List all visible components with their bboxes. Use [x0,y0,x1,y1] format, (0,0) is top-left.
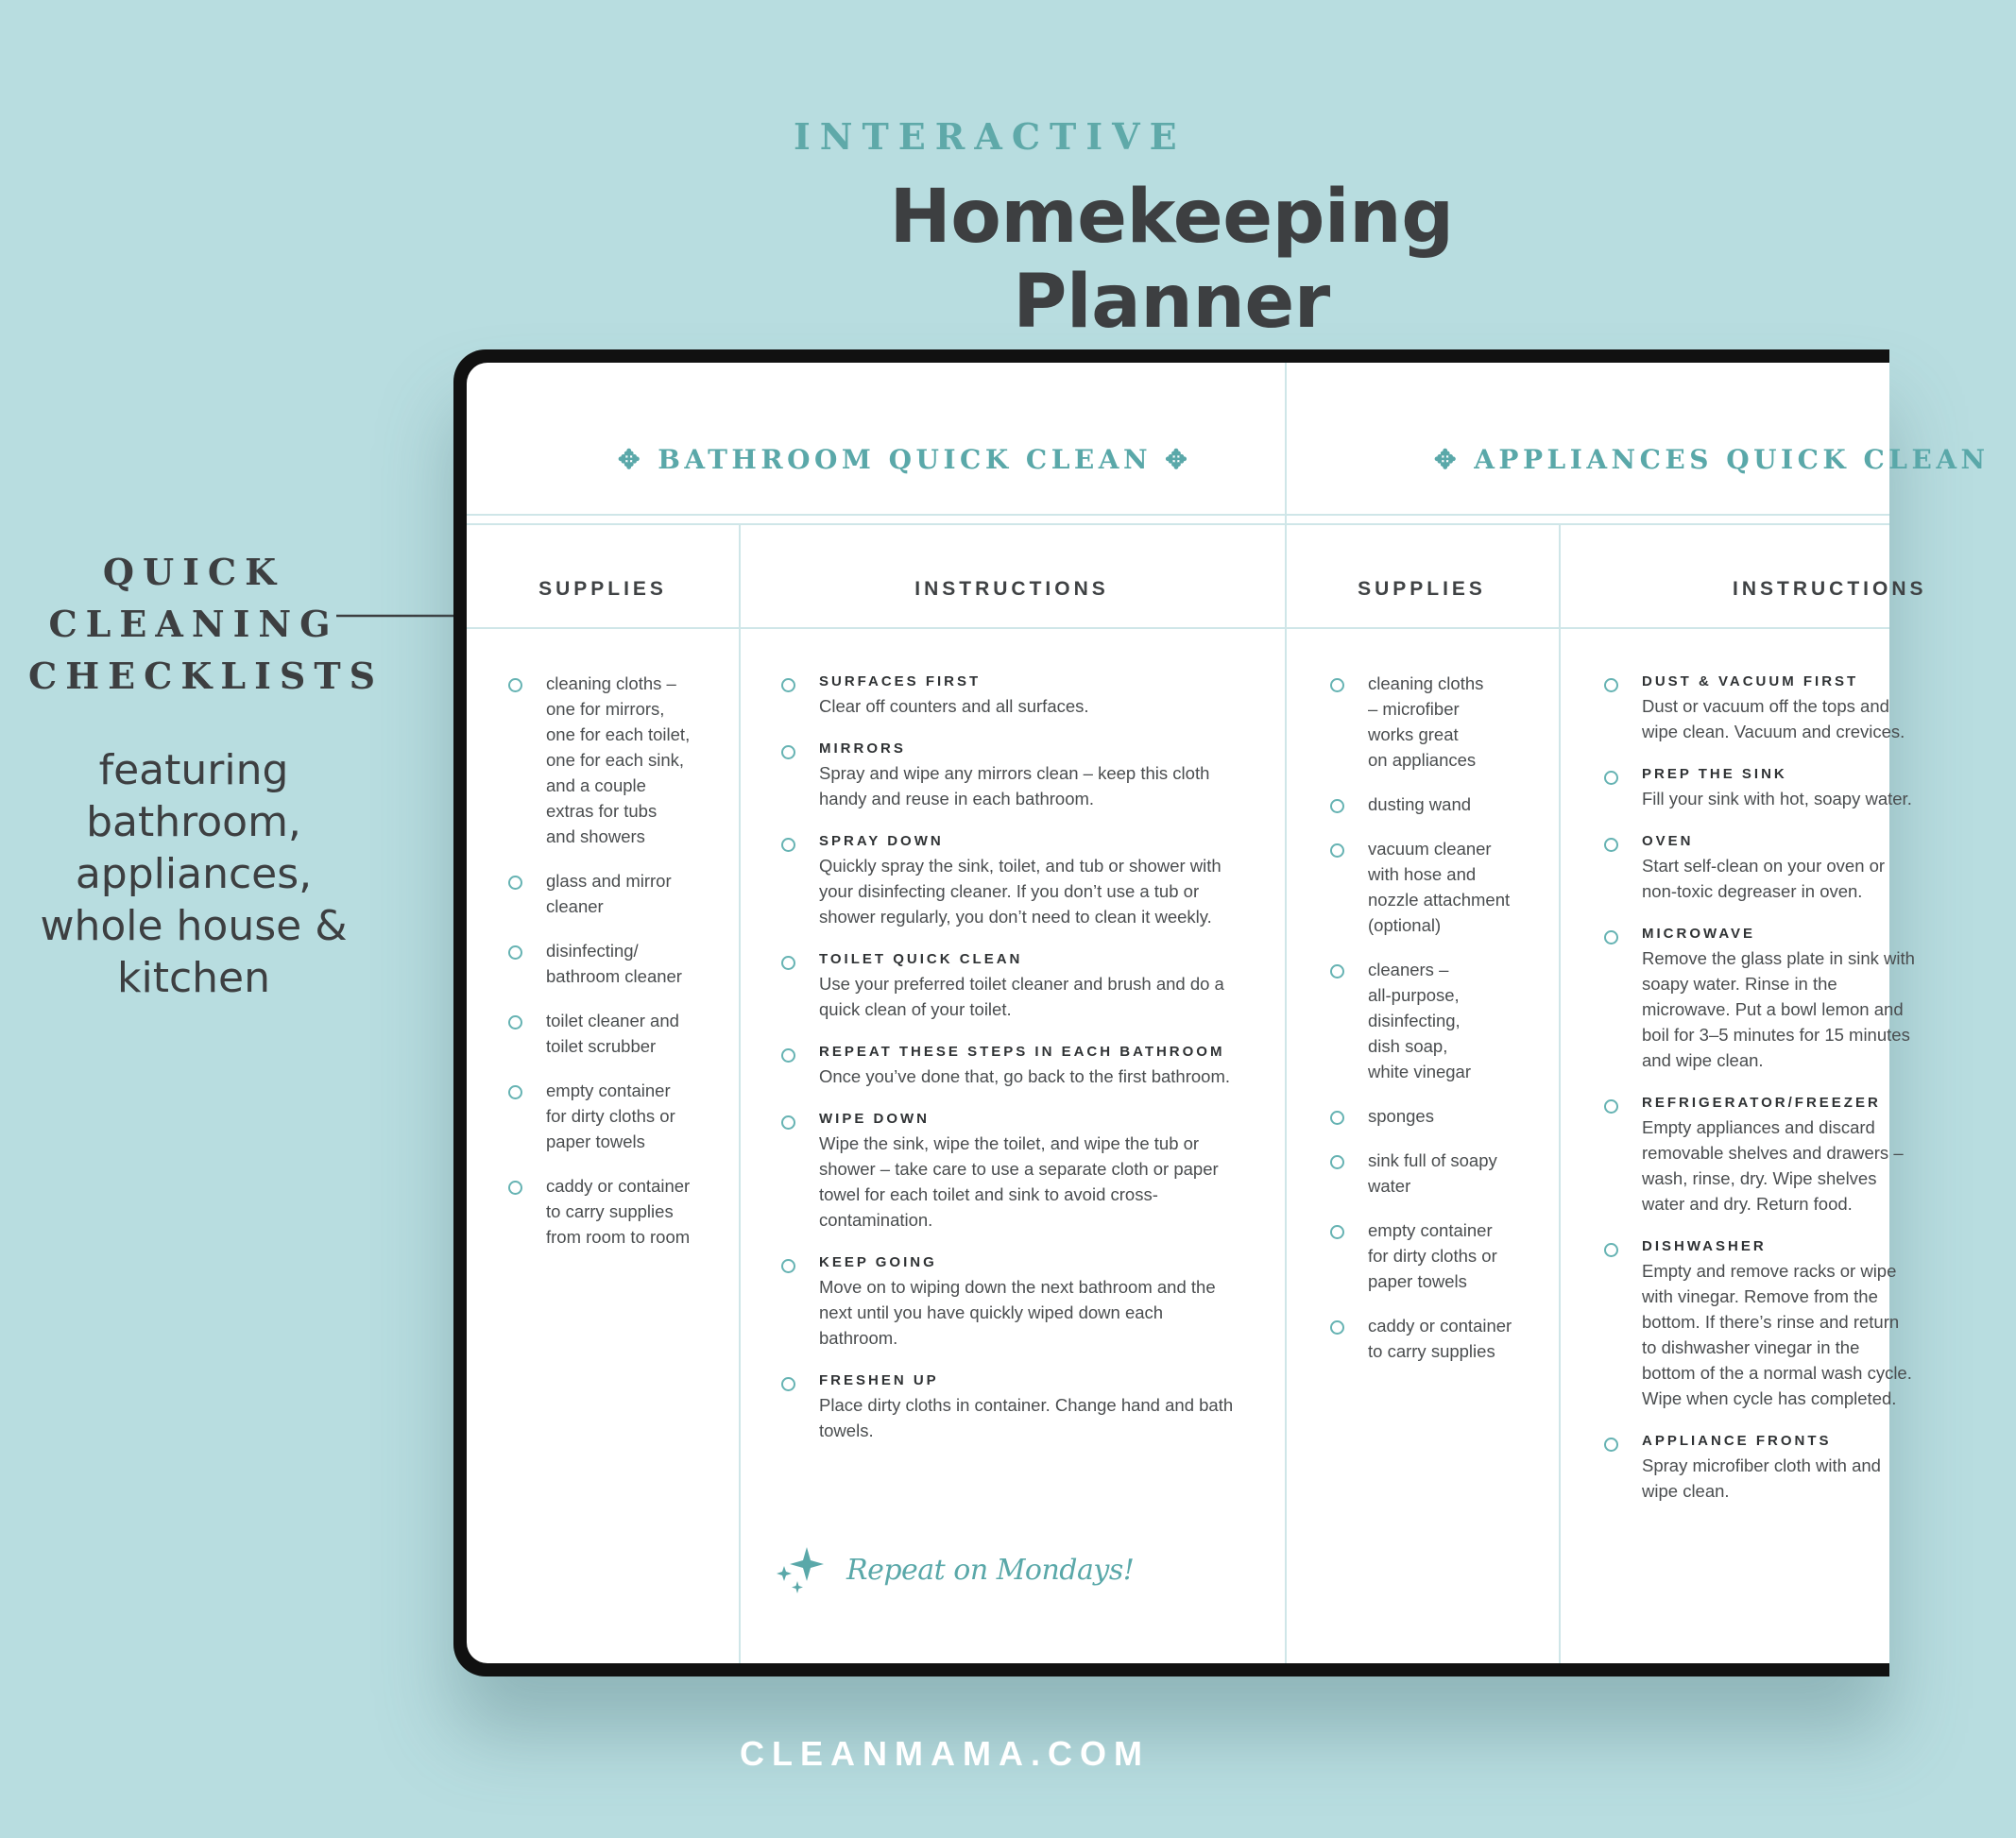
repeat-note [775,1543,1134,1596]
side-subtitle-line: bathroom, [86,798,301,846]
appliances-instructions-header: INSTRUCTIONS [1733,578,1927,600]
checklist-item[interactable] [781,671,1244,719]
checklist-item[interactable]: caddy or container to carry supplies from room to room [508,1173,735,1250]
divider [467,627,1889,629]
site-url[interactable]: CLEANMAMA.COM [740,1734,1150,1773]
hero-title: Homekeeping Planner [889,175,1454,345]
repeat-text: Repeat on Mondays! [846,1553,1135,1587]
bathroom-instructions-list [781,671,1244,1462]
checklist-item[interactable] [781,1370,1244,1443]
step-title: TOILET QUICK CLEAN [819,951,1023,967]
checklist-item[interactable] [1604,1430,1916,1504]
step-text: Start self-clean on your oven or non-toxic degreaser in oven. [1642,856,1886,901]
side-subtitle-line: featuring [98,746,289,794]
side-title-line: CLEANING [48,603,339,645]
step-text: Once you’ve done that, go back to the first bathroom. [819,1066,1231,1086]
checklist-item[interactable]: vacuum cleaner with hose and nozzle attachment (optional) [1330,836,1557,938]
step-text: Empty appliances and discard removable shelves and drawers – wash, rinse, dry. Wipe shelves water and dry. Return food. [1642,1117,1904,1214]
step-text: Fill your sink with hot, soapy water. [1642,789,1912,808]
step-title: REPEAT THESE STEPS IN EACH BATHROOM [819,1044,1225,1060]
checklist-item[interactable] [1604,830,1916,904]
divider [467,514,1889,516]
step-title: KEEP GOING [819,1254,937,1270]
checklist-item[interactable] [1604,923,1916,1073]
checklist-item[interactable] [1604,1092,1916,1217]
checklist-item[interactable] [1604,763,1916,811]
checklist-item[interactable] [781,830,1244,929]
appliances-section-title: ✥ APPLIANCES QUICK CLEAN [1434,444,1990,475]
checklist-item[interactable]: glass and mirror cleaner [508,868,735,919]
side-subtitle [28,744,359,1004]
checklist-item[interactable]: toilet cleaner and toilet scrubber [508,1008,735,1059]
step-text: Spray microfiber cloth with and wipe clean. [1642,1455,1881,1501]
bathroom-supplies-header: SUPPLIES [538,578,667,600]
checklist-item[interactable] [781,1041,1244,1089]
checklist-item[interactable] [781,1108,1244,1233]
step-title: SPRAY DOWN [819,833,944,849]
side-title-line: CHECKLISTS [28,655,384,697]
side-title-line: QUICK [102,551,285,593]
divider [739,523,741,1663]
side-subtitle-line: kitchen [117,954,270,1002]
checklist-item[interactable]: cleaning cloths – one for mirrors, one for each toilet, one for each sink, and a couple extras for tubs and showers [508,671,735,849]
checklist-item[interactable]: caddy or container to carry supplies [1330,1313,1557,1364]
step-title: DISHWASHER [1642,1238,1767,1254]
step-title: APPLIANCE FRONTS [1642,1433,1832,1449]
checklist-item[interactable]: empty container for dirty cloths or paper towels [1330,1217,1557,1294]
checklist-item[interactable]: sink full of soapy water [1330,1148,1557,1199]
appliances-instructions-list [1604,671,1916,1523]
sparkle-icon [775,1543,828,1596]
step-text: Wipe the sink, wipe the toilet, and wipe the tub or shower – take care to use a separate cloth or paper towel for each toilet and sink to avoid cross-contamination. [819,1133,1219,1230]
step-title: WIPE DOWN [819,1111,930,1127]
step-title: MIRRORS [819,740,906,757]
checklist-item[interactable]: dusting wand [1330,791,1557,817]
appliances-supplies-list [1330,671,1557,1383]
step-text: Quickly spray the sink, toilet, and tub or shower with your disinfecting cleaner. If you don’t use a tub or shower regularly, you don’t need to clean it weekly. [819,856,1222,927]
step-title: MICROWAVE [1642,926,1756,942]
divider [467,523,1889,525]
step-title: SURFACES FIRST [819,673,982,689]
checklist-item[interactable] [1604,671,1916,744]
divider [1285,363,1287,1663]
divider [1559,523,1561,1663]
step-text: Dust or vacuum off the tops and wipe clean. Vacuum and crevices. [1642,696,1905,741]
step-text: Move on to wiping down the next bathroom and the next until you have quickly wiped down each bathroom. [819,1277,1216,1348]
step-title: FRESHEN UP [819,1372,939,1388]
bathroom-supplies-list [508,671,735,1268]
step-text: Clear off counters and all surfaces. [819,696,1089,716]
checklist-item[interactable]: disinfecting/ bathroom cleaner [508,938,735,989]
checklist-item[interactable]: cleaning cloths – microfiber works great on appliances [1330,671,1557,773]
planner-screen [467,363,1990,1663]
hero-kicker: INTERACTIVE [794,115,1187,158]
step-text: Empty and remove racks or wipe with vinegar. Remove from the bottom. If there’s rinse and return to dishwasher vinegar in the bottom of the a normal wash cycle. Wipe when cycle has completed. [1642,1261,1912,1408]
side-subtitle-line: appliances, [75,850,313,898]
checklist-item[interactable] [781,738,1244,811]
tablet-frame [453,349,1990,1676]
appliances-supplies-header: SUPPLIES [1358,578,1486,600]
checklist-item[interactable] [781,1251,1244,1351]
side-subtitle-line: whole house & [40,902,348,950]
step-title: OVEN [1642,833,1694,849]
checklist-item[interactable] [1604,1235,1916,1411]
step-text: Remove the glass plate in sink with soapy water. Rinse in the microwave. Put a bowl lemon and boil for 3–5 minutes for 15 minutes and wipe clean. [1642,948,1915,1070]
checklist-item[interactable] [781,948,1244,1022]
step-text: Place dirty cloths in container. Change hand and bath towels. [819,1395,1234,1440]
bathroom-instructions-header: INSTRUCTIONS [914,578,1109,600]
step-title: PREP THE SINK [1642,766,1787,782]
step-title: REFRIGERATOR/FREEZER [1642,1095,1881,1111]
checklist-item[interactable]: empty container for dirty cloths or paper towels [508,1078,735,1154]
checklist-item[interactable]: sponges [1330,1103,1557,1129]
side-title [28,546,384,702]
step-text: Use your preferred toilet cleaner and brush and do a quick clean of your toilet. [819,974,1224,1019]
checklist-item[interactable]: cleaners – all-purpose, disinfecting, dish soap, white vinegar [1330,957,1557,1084]
step-title: DUST & VACUUM FIRST [1642,673,1859,689]
step-text: Spray and wipe any mirrors clean – keep this cloth handy and reuse in each bathroom. [819,763,1210,808]
bathroom-section-title: ✥ BATHROOM QUICK CLEAN ✥ [618,444,1192,475]
